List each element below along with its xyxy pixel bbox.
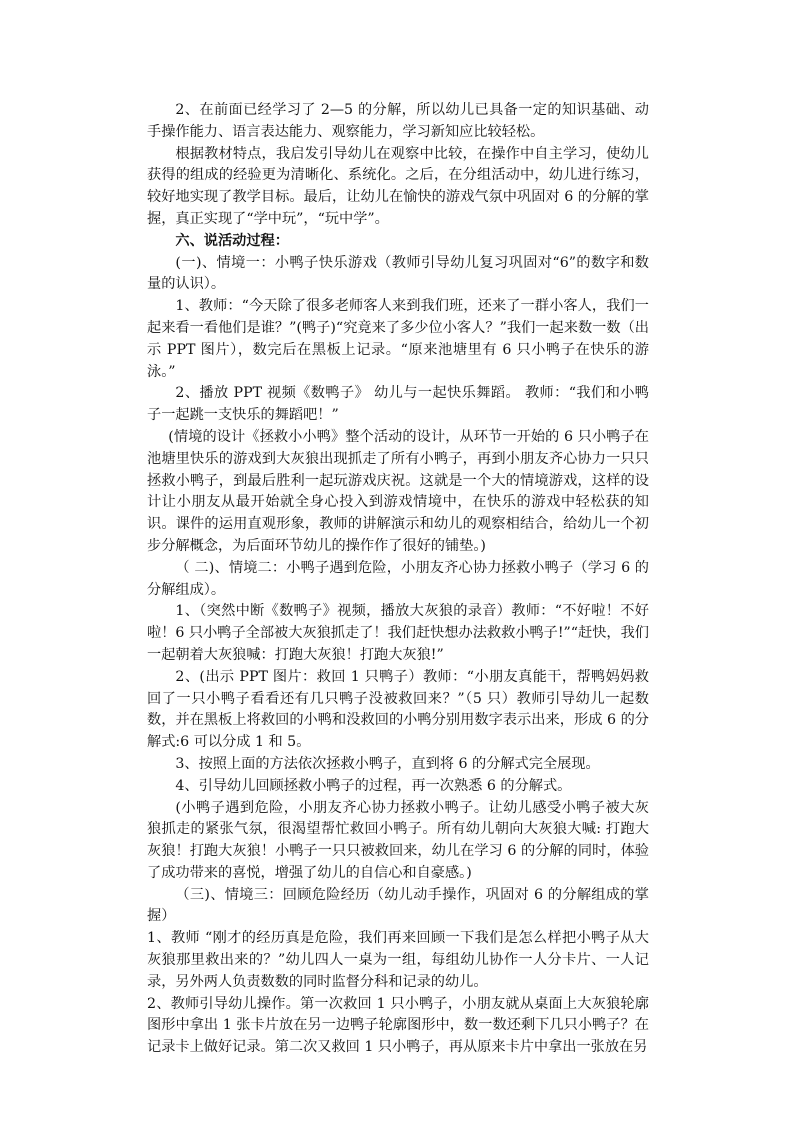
paragraph: (一)、情境一：小鸭子快乐游戏（教师引导幼儿复习巩固对“6”的数字和数量的认识）。 — [147, 254, 649, 293]
paragraph: 2、播放 PPT 视频《数鸭子》 幼儿与一起快乐舞蹈。 教师：“我们和小鸭子一起跳一支快乐的舞蹈吧！” — [147, 385, 649, 424]
paragraph: 1、教师：“今天除了很多老师客人来到我们班，还来了一群小客人，我们一起来看一看他们是谁？”(鸭子)“究竟来了多少位小客人？”我们一起来数一数（出示 PPT 图片），数完后在黑板上记录。“原来池塘里有 6 只小鸭子在快乐的游泳。” — [147, 298, 649, 380]
paragraph: 2、(出示 PPT 图片：救回 1 只鸭子）教师：“小朋友真能干，帮鸭妈妈救回了一只小鸭子看看还有几只鸭子没被救回来？”（5 只）教师引导幼儿一起数数，并在黑板上将救回的小鸭和没救回的小鸭分别用数字表示出来，形成 6 的分解式:6 可以分成 1 和 5。 — [147, 668, 649, 751]
document-page — [147, 100, 649, 1059]
paragraph: 1、教师 “刚才的经历真是危险，我们再来回顾一下我们是怎么样把小鸭子从大灰狼那里救出来的？”幼儿四人一桌为一组，每组幼儿协作一人分卡片、一人记录，另外两人负责数数的同时监督分科和记录的幼儿。 — [147, 930, 649, 990]
section-heading: 六、说活动过程： — [175, 232, 289, 249]
paragraph: 2、教师引导幼儿操作。第一次救回 1 只小鸭子，小朋友就从桌面上大灰狼轮廓图形中拿出 1 张卡片放在另一边鸭子轮廓图形中，数一数还剩下几只小鸭子？在记录卡上做好记录。第二次又救回 1 只小鸭子，再从原来卡片中拿出一张放在另 — [147, 995, 649, 1056]
paragraph: （ 二)、情境二：小鸭子遇到危险，小朋友齐心协力拯救小鸭子（学习 6 的分解组成）。 — [147, 559, 649, 598]
paragraph: 4、引导幼儿回顾拯救小鸭子的过程，再一次熟悉 6 的分解式。 — [175, 777, 572, 794]
paragraph: 3、按照上面的方法依次拯救小鸭子，直到将 6 的分解式完全展现。 — [175, 755, 600, 772]
paragraph: (小鸭子遇到危险，小朋友齐心协力拯救小鸭子。让幼儿感受小鸭子被大灰狼抓走的紧张气氛，很渴望帮忙救回小鸭子。所有幼儿朝向大灰狼大喊: 打跑大灰狼！打跑大灰狼！小鸭子一只只被救回来，幼儿在学习 6 的分解的同时，体验了成功带来的喜悦，增强了幼儿的自信心和自豪感。) — [147, 799, 649, 881]
paragraph: 1、（突然中断《数鸭子》视频，播放大灰狼的录音）教师：“不好啦！不好啦！6 只小鸭子全部被大灰狼抓走了！我们赶快想办法救救小鸭子!”“赶快，我们一起朝着大灰狼喊：打跑大灰狼！打跑大灰狼!” — [147, 603, 649, 663]
paragraph: 2、在前面已经学习了 2—5 的分解，所以幼儿已具备一定的知识基础、动手操作能力、语言表达能力、观察能力，学习新知应比较轻松。 — [147, 102, 649, 140]
paragraph: (情境的设计《拯救小小鸭》整个活动的设计，从环节一开始的 6 只小鸭子在池塘里快乐的游戏到大灰狼出现抓走了所有小鸭子，再到小朋友齐心协力一只只拯救小鸭子，到最后胜利一起玩游戏庆祝。这就是一个大的情境游戏，这样的设计让小朋友从最开始就全身心投入到游戏情境中，在快乐的游戏中轻松获的知识。课件的运用直观形象，教师的讲解演示和幼儿的观察相结合，给幼儿一个初步分解概念，为后面环节幼儿的操作作了很好的铺垫。) — [147, 428, 649, 554]
paragraph: 根据教材特点，我启发引导幼儿在观察中比较，在操作中自主学习，使幼儿获得的组成的经验更为清晰化、系统化。之后，在分组活动中，幼儿进行练习，较好地实现了教学目标。最后，让幼儿在愉快的游戏气氛中巩固对 6 的分解的掌握，真正实现了“学中玩”，“玩中学”。 — [147, 145, 649, 227]
paragraph: （三)、情境三：回顾危险经历（幼儿动手操作，巩固对 6 的分解组成的掌握） — [147, 886, 649, 925]
